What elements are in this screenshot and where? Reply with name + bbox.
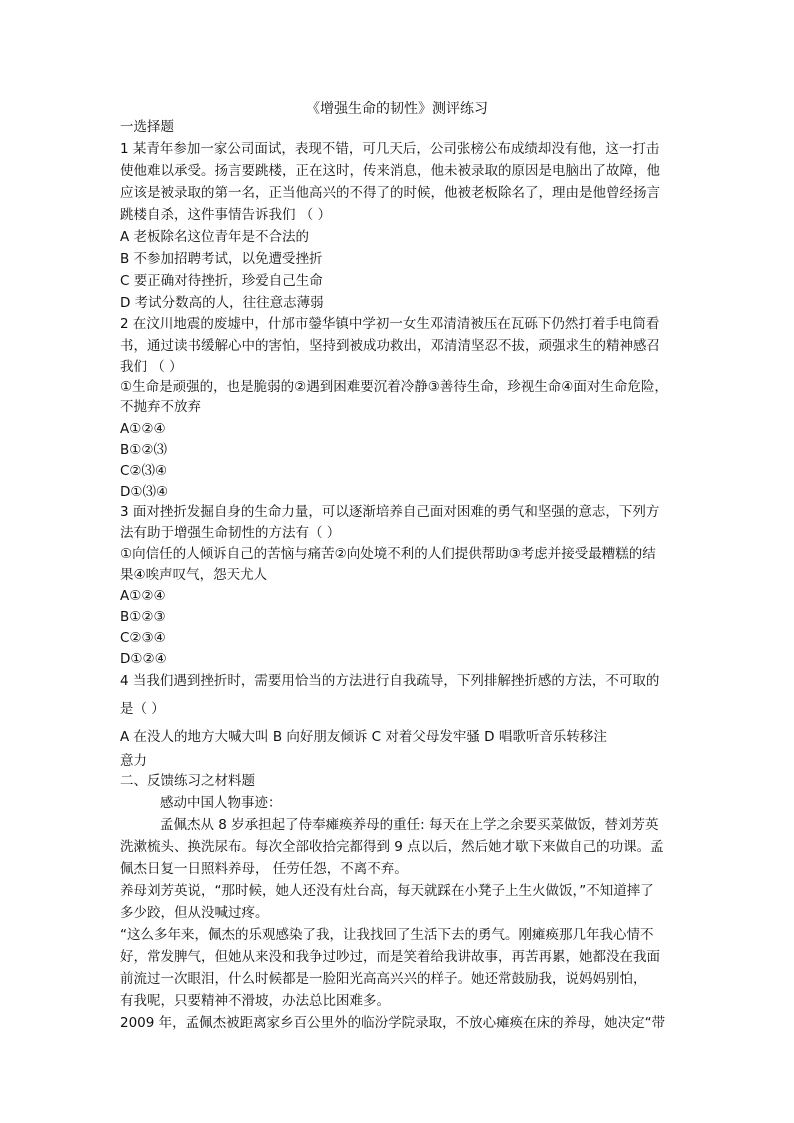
q3-text-line: 法有助于增强生命韧性的方法有（ ） — [120, 525, 341, 541]
q3-text-line: 果④唉声叹气，怨天尤人 — [120, 567, 268, 583]
material-line: 前流过一次眼泪，什么时候都是一脸阳光高高兴兴的样子。她还常鼓励我，说妈妈别怕， — [120, 971, 647, 987]
material-line: 有我呢，只要精神不滑坡，办法总比困难多。 — [120, 993, 390, 1009]
section-heading-choice: 一选择题 — [120, 119, 174, 135]
q2-option-b: B①②⑶ — [120, 442, 167, 458]
q4-text-line: 4 当我们遇到挫折时，需要用恰当的方法进行自我疏导，下列排解挫折感的方法，不可取的 — [120, 673, 660, 689]
q1-text-line: 跳楼自杀，这件事情告诉我们 （ ） — [120, 207, 332, 223]
q3-option-c: C②③④ — [120, 630, 166, 646]
q1-option-b: B 不参加招聘考试，以免遭受挫折 — [120, 251, 323, 267]
material-line: 养母刘芳英说，“那时候，她人还没有灶台高，每天就踩在小凳子上生火做饭，”不知道摔了 — [120, 883, 654, 899]
q1-text-line: 1 某青年参加一家公司面试，表现不错，可几天后，公司张榜公布成绩却没有他，这一打击 — [120, 141, 660, 157]
q3-text-line: ①向信任的人倾诉自己的苦恼与痛苦②向处境不利的人们提供帮助③考虑并接受最糟糕的结 — [120, 546, 656, 562]
q4-options-line: 意力 — [120, 753, 147, 769]
material-line: 2009 年，孟佩杰被距离家乡百公里外的临汾学院录取，不放心瘫痪在床的养母，她决定“带 — [120, 1015, 666, 1031]
page-title: 《增强生命的韧性》测评练习 — [306, 101, 488, 117]
q2-text-line: 不抛弃不放弃 — [120, 399, 201, 415]
q2-option-d: D①⑶④ — [120, 484, 169, 500]
q2-text-line: 我们 （ ） — [120, 359, 183, 375]
material-line: 感动中国人物事迹： — [160, 795, 282, 811]
q3-option-a: A①②④ — [120, 588, 166, 604]
q2-text-line: ①生命是顽强的，也是脆弱的②遇到困难要沉着冷静③善待生命，珍视生命④面对生命危险， — [120, 379, 668, 395]
q2-option-a: A①②④ — [120, 421, 166, 437]
q2-text-line: 书，通过读书缓解心中的害怕，坚持到被成功救出，邓清清坚忍不拔，顽强求生的精神感召 — [120, 338, 660, 354]
material-line: 洗漱梳头、换洗尿布。每次全部收拾完都得到 9 点以后，然后她才歇下来做自己的功课。孟 — [120, 839, 664, 855]
q2-option-c: C②⑶④ — [120, 463, 168, 479]
material-line: 孟佩杰从 8 岁承担起了侍奉瘫痪养母的重任: 每天在上学之余要买菜做饭，替刘芳英 — [160, 817, 659, 833]
section-heading-material: 二、反馈练习之材料题 — [120, 773, 255, 789]
q3-option-d: D①②④ — [120, 651, 167, 667]
material-line: “这么多年来，佩杰的乐观感染了我，让我找回了生活下去的勇气。刚瘫痪那几年我心情不 — [120, 927, 654, 943]
q1-option-a: A 老板除名这位青年是不合法的 — [120, 229, 310, 245]
q2-text-line: 2 在汶川地震的废墟中，什邡市鎣华镇中学初一女生邓清清被压在瓦砾下仍然打着手电筒看 — [120, 316, 660, 332]
q1-option-d: D 考试分数高的人，往往意志薄弱 — [120, 295, 324, 311]
q3-text-line: 3 面对挫折发掘自身的生命力量，可以逐渐培养自己面对困难的勇气和坚强的意志，下列方 — [120, 504, 660, 520]
q4-text-line: 是（ ） — [120, 701, 165, 717]
material-line: 佩杰日复一日照料养母， 任劳任怨，不离不弃。 — [120, 861, 408, 877]
q1-option-c: C 要正确对待挫折，珍爱自己生命 — [120, 273, 323, 289]
material-line: 多少跤，但从没喊过疼。 — [120, 905, 269, 921]
material-line: 好，常发脾气，但她从来没和我争过吵过，而是笑着给我讲故事，再苦再累，她都没在我面 — [120, 949, 660, 965]
q4-options-line: A 在没人的地方大喊大叫 B 向好朋友倾诉 C 对着父母发牢骚 D 唱歌听音乐转移注 — [120, 729, 607, 745]
q1-text-line: 应该是被录取的第一名，正当他高兴的不得了的时候，他被老板除名了，理由是他曾经扬言 — [120, 185, 660, 201]
q3-option-b: B①②③ — [120, 609, 166, 625]
q1-text-line: 使他难以承受。扬言要跳楼，正在这时，传来消息，他未被录取的原因是电脑出了故障，他 — [120, 163, 660, 179]
